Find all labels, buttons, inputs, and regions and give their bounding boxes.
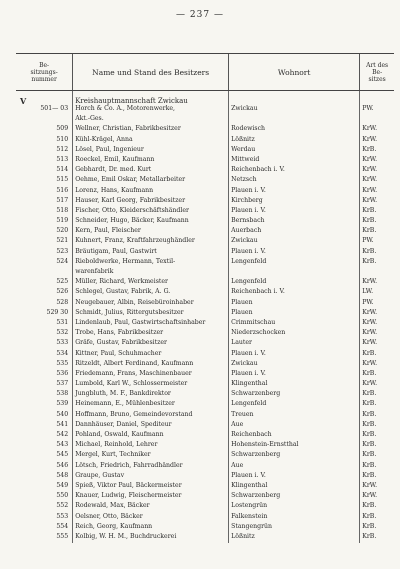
cell-name: Akt.-Ges.	[73, 115, 229, 125]
cell-nr: 512	[56, 145, 69, 153]
cell-ort: Schwarzenberg	[229, 390, 360, 400]
cell-art: KrW.	[360, 309, 394, 319]
table-row	[16, 390, 394, 400]
table-row	[16, 411, 394, 421]
cell-art: KrB.	[360, 421, 394, 431]
table-row	[16, 329, 394, 339]
cell-nr: 517	[56, 196, 69, 204]
cell-nr	[16, 268, 73, 278]
cell-nr: 538	[56, 390, 69, 398]
cell-art: PW.	[360, 299, 394, 309]
cell-art: KrW.	[360, 329, 394, 339]
table-row	[16, 451, 394, 461]
table-row	[16, 207, 394, 217]
cell-art: KrW.	[360, 380, 394, 390]
cell-ort: Plauen i. V.	[229, 350, 360, 360]
cell-name: Horch & Co. A., Motorenwerke,	[73, 105, 229, 115]
cell-nr: 543	[56, 441, 69, 449]
cell-name: Gräfe, Gustav, Fabrikbesitzer	[73, 339, 229, 349]
cell-art: KrB.	[360, 146, 394, 156]
cell-nr: 537	[56, 380, 69, 388]
cell-nr: 532	[56, 329, 69, 337]
cell-nr: 545	[56, 451, 69, 459]
cell-art: KrB.	[360, 513, 394, 523]
cell-art: KrB.	[360, 431, 394, 441]
cell-art: KrB.	[360, 390, 394, 400]
cell-ort: Lößnitz	[229, 136, 360, 146]
cell-name: warenfabrik	[73, 268, 229, 278]
cell-name: Roeckel, Emil, Kaufmann	[73, 156, 229, 166]
table-row	[16, 187, 394, 197]
header-art	[360, 54, 394, 91]
cell-name: Hoffmann, Bruno, Gemeindevorstand	[73, 411, 229, 421]
cell-ort: Plauen i. V.	[229, 187, 360, 197]
cell-ort: Plauen i. V.	[229, 248, 360, 258]
cell-art: KrW.	[360, 482, 394, 492]
cell-art: KrB.	[360, 258, 394, 268]
cell-nr: 553	[56, 512, 69, 520]
cell-ort: Lengenfeld	[229, 400, 360, 410]
table-row	[16, 125, 394, 135]
cell-name: Jungbluth, M. F., Bankdirektor	[73, 390, 229, 400]
table-row	[16, 431, 394, 441]
cell-ort: Zwickau	[229, 360, 360, 370]
cell-ort: Lauter	[229, 339, 360, 349]
cell-nr: 524	[56, 257, 69, 265]
cell-name: Lindenlaub, Paul, Gastwirtschaftsinhaber	[73, 319, 229, 329]
cell-ort: Klingenthal	[229, 380, 360, 390]
cell-name: Hauser, Karl Georg, Fabrikbesitzer	[73, 197, 229, 207]
cell-art: KrB.	[360, 350, 394, 360]
cell-ort	[229, 268, 360, 278]
cell-name: Mergel, Kurt, Techniker	[73, 451, 229, 461]
cell-nr: 516	[56, 186, 69, 194]
cell-name: Bräutigam, Paul, Gastwirt	[73, 248, 229, 258]
cell-ort: Lößnitz	[229, 533, 360, 543]
section-roman: V	[20, 95, 27, 105]
table-row	[16, 513, 394, 523]
header-ort: Wohnort	[229, 54, 360, 91]
cell-art: KrW.	[360, 166, 394, 176]
cell-art: PW.	[360, 105, 394, 115]
cell-name: Reich, Georg, Kaufmann	[73, 523, 229, 533]
table-row	[16, 350, 394, 360]
table-row	[16, 472, 394, 482]
table-row	[16, 482, 394, 492]
cell-art: KrB.	[360, 441, 394, 451]
cell-ort: Lengenfeld	[229, 278, 360, 288]
cell-name: Gebhardt, Dr. med. Kurt	[73, 166, 229, 176]
cell-ort: Plauen i. V.	[229, 370, 360, 380]
cell-nr: 552	[56, 502, 69, 510]
cell-name: Kolbig, W. H. M., Buchdruckerei	[73, 533, 229, 543]
cell-nr: 519	[56, 217, 69, 225]
cell-ort: Auerbach	[229, 227, 360, 237]
table-row	[16, 502, 394, 512]
table-row	[16, 146, 394, 156]
table-row	[16, 400, 394, 410]
section-title: Kreishauptmannschaft Zwickau	[73, 91, 229, 106]
table-row	[16, 268, 394, 278]
cell-art: KrW.	[360, 278, 394, 288]
cell-ort: Plauen i. V.	[229, 472, 360, 482]
cell-nr: 541	[56, 420, 69, 428]
cell-ort	[229, 115, 360, 125]
cell-name: Heinemann, E., Mühlenbesitzer	[73, 400, 229, 410]
table-row	[16, 166, 394, 176]
cell-ort: Hohenstein-Ernstthal	[229, 441, 360, 451]
cell-art: KrB.	[360, 227, 394, 237]
cell-nr: 539	[56, 400, 69, 408]
cell-art: KrB.	[360, 400, 394, 410]
cell-nr: 554	[56, 522, 69, 530]
cell-art: KrW.	[360, 125, 394, 135]
cell-ort: Crimmitschau	[229, 319, 360, 329]
cell-ort: Lostengrün	[229, 502, 360, 512]
cell-nr	[16, 115, 73, 125]
cell-nr: 550	[56, 492, 69, 500]
cell-art: KrB.	[360, 248, 394, 258]
cell-ort: Plauen	[229, 309, 360, 319]
table-row	[16, 237, 394, 247]
cell-nr: 521	[56, 237, 69, 245]
cell-art: KrW.	[360, 339, 394, 349]
cell-name: Lorenz, Hans, Kaufmann	[73, 187, 229, 197]
cell-art: LW.	[360, 288, 394, 298]
cell-art	[360, 115, 394, 125]
cell-name: Lumbold, Karl W., Schlossermeister	[73, 380, 229, 390]
cell-art: KrB.	[360, 217, 394, 227]
cell-nr: 523	[56, 247, 69, 255]
cell-name: Kühl-Krägel, Anna	[73, 136, 229, 146]
cell-name: Rodewald, Max, Bäcker	[73, 502, 229, 512]
table-row	[16, 288, 394, 298]
cell-nr: 515	[56, 176, 69, 184]
cell-ort: Netzsch	[229, 176, 360, 186]
cell-ort: Falkenstein	[229, 513, 360, 523]
cell-nr: 555	[56, 532, 69, 540]
cell-ort: Zwickau	[229, 237, 360, 247]
cell-art: KrB.	[360, 462, 394, 472]
table-row	[16, 197, 394, 207]
cell-name: Neugebauer, Albin, Reisebüroinhaber	[73, 299, 229, 309]
cell-nr: 536	[56, 369, 69, 377]
cell-art: KrB.	[360, 370, 394, 380]
table-row	[16, 319, 394, 329]
cell-nr: 542	[56, 431, 69, 438]
cell-name: Kuhnert, Franz, Kraftfahrzeughändler	[73, 237, 229, 247]
cell-name: Müller, Richard, Werkmeister	[73, 278, 229, 288]
cell-ort: Bernsbach	[229, 217, 360, 227]
cell-name: Graupe, Gustav	[73, 472, 229, 482]
cell-ort: Reichenbach i. V.	[229, 166, 360, 176]
cell-ort: Plauen i. V.	[229, 207, 360, 217]
cell-nr: 548	[56, 471, 69, 479]
cell-nr: 533	[56, 339, 69, 347]
cell-name: Lötsch, Friedrich, Fahrradhändler	[73, 462, 229, 472]
cell-name: Dannhäuser, Daniel, Spediteur	[73, 421, 229, 431]
cell-name: Ritzeldt, Albert Ferdinand, Kaufmann	[73, 360, 229, 370]
section-row	[16, 91, 394, 106]
table-row	[16, 176, 394, 186]
cell-nr: 534	[56, 349, 69, 357]
table-row	[16, 217, 394, 227]
table-header-row	[16, 54, 394, 91]
cell-name: Schneider, Hugo, Bäcker, Kaufmann	[73, 217, 229, 227]
cell-name: Lösel, Paul, Ingenieur	[73, 146, 229, 156]
cell-art: KrB.	[360, 533, 394, 543]
cell-art: KrW.	[360, 319, 394, 329]
cell-ort: Mittweid	[229, 156, 360, 166]
cell-ort: Rodewisch	[229, 125, 360, 135]
table-row	[16, 156, 394, 166]
cell-name: Oelsner, Otto, Bäcker	[73, 513, 229, 523]
header-art-label: Art des Be- sitzes	[366, 61, 389, 83]
table-row	[16, 136, 394, 146]
cell-nr: 510	[56, 135, 69, 143]
cell-ort: Aue	[229, 462, 360, 472]
cell-nr: 509	[56, 125, 69, 133]
cell-ort: Reichenbach i. V.	[229, 288, 360, 298]
header-nr-label: Be- sitzungs- nummer	[30, 61, 58, 83]
table-row	[16, 227, 394, 237]
cell-ort: Reichenbach	[229, 431, 360, 441]
cell-name: Trobe, Hans, Fabrikbesitzer	[73, 329, 229, 339]
cell-nr: 526	[56, 288, 69, 296]
cell-art: KrW.	[360, 156, 394, 166]
cell-name: Wellner, Christian, Fabrikbesitzer	[73, 125, 229, 135]
cell-name: Friedemann, Frans, Maschinenbauer	[73, 370, 229, 380]
cell-name: Michael, Reinhold, Lehrer	[73, 441, 229, 451]
cell-ort: Niederzschocken	[229, 329, 360, 339]
table-row	[16, 360, 394, 370]
cell-art: KrB.	[360, 411, 394, 421]
cell-art: KrW.	[360, 492, 394, 502]
table-row	[16, 248, 394, 258]
table-row	[16, 278, 394, 288]
cell-name: Rieboldwerke, Hermann, Textil-	[73, 258, 229, 268]
cell-art	[360, 268, 394, 278]
cell-nr: 513	[56, 155, 69, 163]
table-row	[16, 492, 394, 502]
cell-nr: 546	[56, 461, 69, 469]
table-row	[16, 309, 394, 319]
table-row	[16, 370, 394, 380]
cell-nr: 535	[56, 359, 69, 367]
cell-nr: 520	[56, 227, 69, 235]
cell-nr: 549	[56, 481, 69, 489]
cell-ort: Zwickau	[229, 105, 360, 115]
cell-art: KrW.	[360, 187, 394, 197]
cell-ort: Kirchberg	[229, 197, 360, 207]
cell-name: Kern, Paul, Fleischer	[73, 227, 229, 237]
table-row	[16, 115, 394, 125]
cell-ort: Treuen	[229, 411, 360, 421]
header-name: Name und Stand des Besitzers	[73, 54, 229, 91]
header-nr	[16, 54, 73, 91]
cell-nr: 501— 03	[40, 105, 69, 112]
table-row	[16, 299, 394, 309]
cell-name: Schmidt, Julius, Rittergutsbesitzer	[73, 309, 229, 319]
cell-art: PW.	[360, 237, 394, 247]
cell-art: KrW.	[360, 176, 394, 186]
table-row	[16, 339, 394, 349]
cell-nr: 540	[56, 410, 69, 418]
cell-art: KrB.	[360, 502, 394, 512]
cell-ort: Lengenfeld	[229, 258, 360, 268]
table-row	[16, 523, 394, 533]
cell-art: KrW.	[360, 136, 394, 146]
cell-nr: 528	[56, 298, 69, 306]
cell-ort: Stangengrün	[229, 523, 360, 533]
table-row	[16, 462, 394, 472]
cell-nr: 531	[56, 318, 69, 326]
cell-name: Schlegel, Gustav, Fabrik, A. G.	[73, 288, 229, 298]
cell-name: Fischer, Otto, Kleiderschäftshändler	[73, 207, 229, 217]
cell-nr: 529 30	[46, 308, 69, 316]
cell-ort: Werdau	[229, 146, 360, 156]
cell-nr: 514	[56, 166, 69, 174]
cell-art: KrB.	[360, 207, 394, 217]
cell-art: KrW.	[360, 360, 394, 370]
cell-name: Pohland, Oswald, Kaufmann	[73, 431, 229, 441]
table-row	[16, 533, 394, 543]
cell-name: Spieß, Viktor Paul, Bäckermeister	[73, 482, 229, 492]
table-row	[16, 380, 394, 390]
cell-ort: Schwarzenberg	[229, 492, 360, 502]
cell-name: Oehme, Emil Oskar, Metallarbeiter	[73, 176, 229, 186]
cell-art: KrB.	[360, 472, 394, 482]
cell-ort: Plauen	[229, 299, 360, 309]
cell-art: KrB.	[360, 523, 394, 533]
cell-ort: Klingenthal	[229, 482, 360, 492]
table-row	[16, 421, 394, 431]
register-table	[16, 53, 394, 543]
table-row	[16, 258, 394, 268]
page-number: — 237 —	[176, 10, 224, 20]
cell-name: Kittner, Paul, Schuhmacher	[73, 350, 229, 360]
cell-ort: Aue	[229, 421, 360, 431]
cell-nr: 525	[56, 278, 69, 286]
table-row	[16, 105, 394, 115]
table-row	[16, 441, 394, 451]
cell-art: KrW.	[360, 197, 394, 207]
cell-name: Knauer, Ludwig, Fleischermeister	[73, 492, 229, 502]
cell-art: KrB.	[360, 451, 394, 461]
cell-nr: 518	[56, 206, 69, 214]
cell-ort: Schwarzenberg	[229, 451, 360, 461]
